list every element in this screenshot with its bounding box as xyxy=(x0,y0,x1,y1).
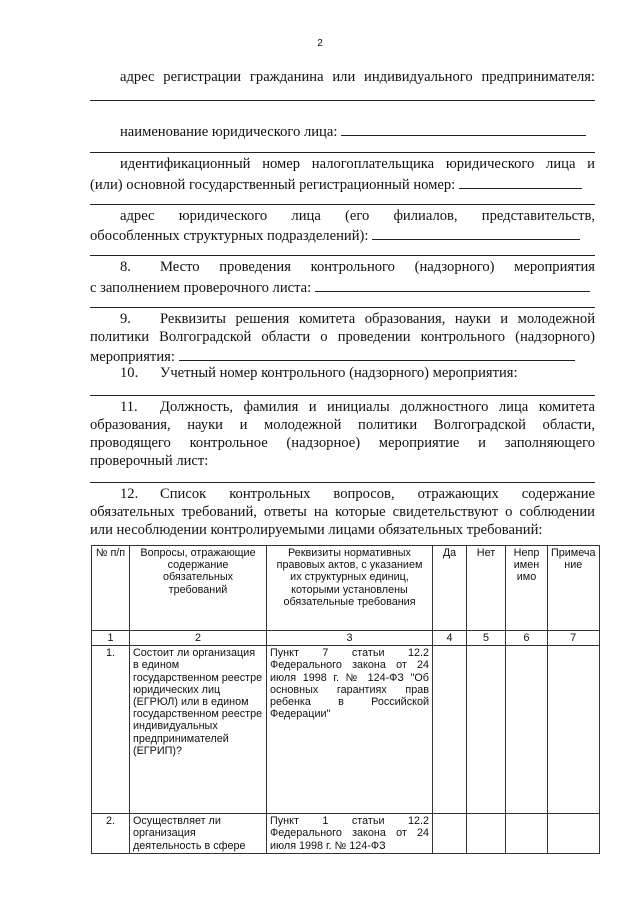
legal-name-label: наименование юридического лица: xyxy=(120,124,338,140)
answer-no-cell[interactable] xyxy=(467,814,506,854)
column-number-row xyxy=(92,631,600,646)
addr-citizen-label: адрес регистрации гражданина или индивидуального предпринимателя: xyxy=(120,69,595,85)
item-9-fill-line[interactable] xyxy=(179,346,575,361)
item-12-text-3: или несоблюдении контролируемыми лицами обязательных требований: xyxy=(90,522,543,538)
header-cell: № п/п xyxy=(92,546,130,631)
item-8-line-1 xyxy=(120,258,595,276)
header-cell: Да xyxy=(433,546,467,631)
inn-extra-line[interactable] xyxy=(90,204,595,205)
question-cell: Осуществляет ли организация деятельность в сфере xyxy=(130,814,267,854)
item-11-text-3: проводящего контрольное (надзорное) мероприятие и заполняющего xyxy=(90,435,595,451)
item-12-text-1: Список контрольных вопросов, отражающих содержание xyxy=(160,486,595,502)
addr-legal-line-2: обособленных структурных подразделений): xyxy=(90,228,369,244)
column-number: 7 xyxy=(548,631,600,646)
answer-yes-cell[interactable] xyxy=(433,646,467,814)
answer-no-cell[interactable] xyxy=(467,646,506,814)
page-number: 2 xyxy=(317,38,323,49)
inn-line-1: идентификационный номер налогоплательщика юридического лица и xyxy=(120,156,595,172)
answer-yes-cell[interactable] xyxy=(433,814,467,854)
item-12-line-1 xyxy=(120,485,595,503)
item-10-text-1: Учетный номер контрольного (надзорного) мероприятия: xyxy=(160,365,518,381)
header-cell: Нет xyxy=(467,546,506,631)
table-header-row xyxy=(92,546,600,631)
item-10-number: 10. xyxy=(120,365,139,381)
header-cell: Непр имен имо xyxy=(506,546,548,631)
item-9-text-3: мероприятия: xyxy=(90,349,175,365)
item-12-text-2: обязательных требований, ответы на которые свидетельствуют о соблюдении xyxy=(90,504,595,520)
item-8-text-1: Место проведения контрольного (надзорного) мероприятия xyxy=(160,259,595,275)
item-8-extra-line[interactable] xyxy=(90,307,595,308)
table-row xyxy=(92,646,600,814)
note-cell[interactable] xyxy=(548,814,600,854)
item-9-text-1: Реквизиты решения комитета образования, науки и молодежной xyxy=(160,311,595,327)
addr-legal-extra-line[interactable] xyxy=(90,255,595,256)
item-8-number: 8. xyxy=(120,259,131,275)
column-number: 5 xyxy=(467,631,506,646)
column-number: 1 xyxy=(92,631,130,646)
answer-na-cell[interactable] xyxy=(506,646,548,814)
inn-row-2 xyxy=(90,174,595,194)
item-12-number: 12. xyxy=(120,486,139,502)
item-11-text-4: проверочный лист: xyxy=(90,453,209,469)
answer-na-cell[interactable] xyxy=(506,814,548,854)
column-number: 6 xyxy=(506,631,548,646)
column-number: 2 xyxy=(130,631,267,646)
item-8-fill-line[interactable] xyxy=(315,277,590,292)
inn-fill-line[interactable] xyxy=(459,174,582,189)
addr-legal-fill-line[interactable] xyxy=(372,225,580,240)
addr-legal-row-2 xyxy=(90,225,595,245)
item-8-row-2 xyxy=(90,277,595,297)
item-9-line-1 xyxy=(120,310,595,328)
item-11-text-2: образования, науки и молодежной политики Волгоградской области, xyxy=(90,417,595,433)
legal-reference-cell: Пункт 7 статьи 12.2 Федерального закона от 24 июля 1998 г. № 124-ФЗ "Об основных гарантиях прав ребенка в Российской Федерации" xyxy=(267,646,433,814)
column-number: 4 xyxy=(433,631,467,646)
item-9-row-3 xyxy=(90,346,595,366)
row-number: 2. xyxy=(92,814,130,854)
column-number: 3 xyxy=(267,631,433,646)
header-cell: Вопросы, отражающие содержание обязательных требований xyxy=(130,546,267,631)
legal-name-extra-line[interactable] xyxy=(90,152,595,153)
row-number: 1. xyxy=(92,646,130,814)
item-9-text-2: политики Волгоградской области о проведении контрольного (надзорного) xyxy=(90,329,595,345)
item-11-line-1 xyxy=(120,398,595,416)
item-11-number: 11. xyxy=(120,399,138,415)
checklist-table xyxy=(91,545,600,854)
item-10-line-1 xyxy=(120,364,595,382)
item-11-fill-line[interactable] xyxy=(90,482,595,483)
header-cell: Примеча ние xyxy=(548,546,600,631)
legal-name-fill-line[interactable] xyxy=(341,121,586,136)
item-10-fill-line[interactable] xyxy=(90,395,595,396)
header-cell: Реквизиты нормативных правовых актов, с указанием их структурных единиц, которыми установлены обязательные требования xyxy=(267,546,433,631)
addr-citizen-fill-line[interactable] xyxy=(90,100,595,101)
question-cell: Состоит ли организация в едином государственном реестре юридических лиц (ЕГРЮЛ) или в едином государственном реестре индивидуальных предпринимателей (ЕГРИП)? xyxy=(130,646,267,814)
legal-reference-cell: Пункт 1 статьи 12.2 Федерального закона от 24 июля 1998 г. № 124-ФЗ xyxy=(267,814,433,854)
note-cell[interactable] xyxy=(548,646,600,814)
legal-name-row xyxy=(120,121,595,141)
item-11-text-1: Должность, фамилия и инициалы должностного лица комитета xyxy=(160,399,595,415)
addr-legal-line-1: адрес юридического лица (его филиалов, представительств, xyxy=(120,208,595,224)
item-8-text-2: с заполнением проверочного листа: xyxy=(90,280,312,296)
item-9-number: 9. xyxy=(120,311,131,327)
table-row xyxy=(92,814,600,854)
inn-line-2: (или) основной государственный регистрационный номер: xyxy=(90,177,456,193)
